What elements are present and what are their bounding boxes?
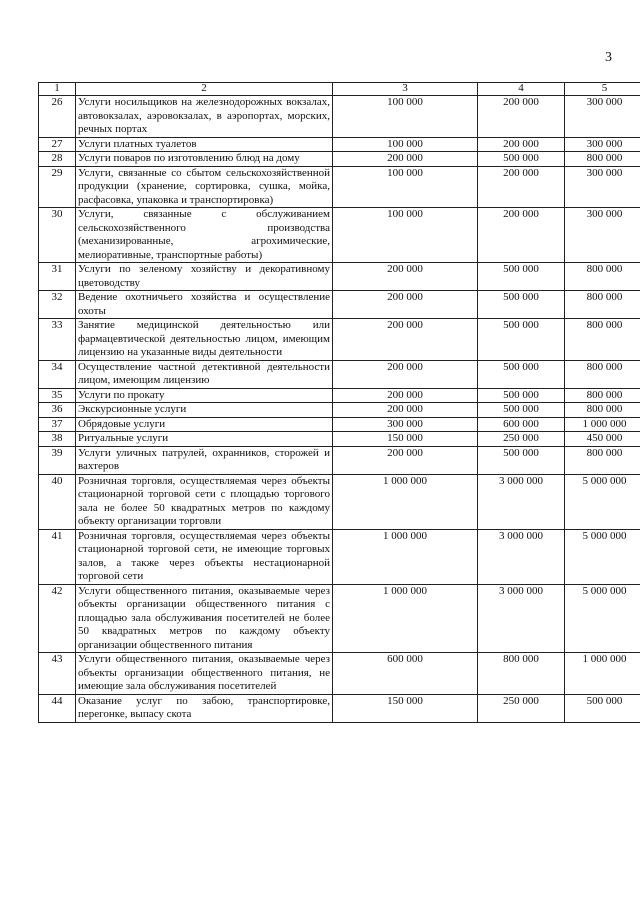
rate-col-4: 250 000 [478, 432, 565, 447]
service-description: Услуги, связанные с обслуживанием сельскохозяйственного производства (механизированные, агрохимические, мелиоративные, транспортные работы) [76, 208, 333, 263]
rate-col-5: 800 000 [565, 319, 640, 361]
rate-col-4: 500 000 [478, 360, 565, 388]
service-description: Экскурсионные услуги [76, 403, 333, 418]
rate-col-3: 200 000 [333, 319, 478, 361]
rate-col-3: 200 000 [333, 388, 478, 403]
table-row [39, 417, 640, 432]
rate-col-5: 300 000 [565, 166, 640, 208]
header-col-1: 1 [39, 83, 76, 96]
rate-col-3: 100 000 [333, 137, 478, 152]
service-description: Услуги поваров по изготовлению блюд на дому [76, 152, 333, 167]
table-row [39, 291, 640, 319]
service-description: Розничная торговля, осуществляемая через объекты стационарной торговой сети с площадью торгового зала не более 50 квадратных метров по каждому объекту организации торговли [76, 474, 333, 529]
table-row [39, 474, 640, 529]
row-number: 32 [39, 291, 76, 319]
table-row [39, 208, 640, 263]
rate-col-3: 1 000 000 [333, 474, 478, 529]
table-row [39, 137, 640, 152]
row-number: 28 [39, 152, 76, 167]
tariff-table [38, 82, 640, 723]
row-number: 30 [39, 208, 76, 263]
table-row [39, 653, 640, 695]
service-description: Услуги общественного питания, оказываемые через объекты организации общественного питания, не имеющие зала обслуживания посетителей [76, 653, 333, 695]
table-row [39, 360, 640, 388]
rate-col-3: 1 000 000 [333, 584, 478, 653]
rate-col-4: 500 000 [478, 152, 565, 167]
row-number: 34 [39, 360, 76, 388]
rate-col-3: 150 000 [333, 432, 478, 447]
rate-col-3: 200 000 [333, 152, 478, 167]
rate-col-3: 300 000 [333, 417, 478, 432]
service-description: Ведение охотничьего хозяйства и осуществление охоты [76, 291, 333, 319]
rate-col-4: 3 000 000 [478, 584, 565, 653]
row-number: 38 [39, 432, 76, 447]
row-number: 43 [39, 653, 76, 695]
service-description: Услуги, связанные со сбытом сельскохозяйственной продукции (хранение, сортировка, сушка, мойка, расфасовка, упаковка и транспортировка) [76, 166, 333, 208]
header-col-5: 5 [565, 83, 640, 96]
table-row [39, 584, 640, 653]
rate-col-4: 500 000 [478, 263, 565, 291]
table-header [39, 83, 640, 96]
rate-col-5: 1 000 000 [565, 653, 640, 695]
table-row [39, 446, 640, 474]
row-number: 27 [39, 137, 76, 152]
rate-col-5: 300 000 [565, 96, 640, 138]
row-number: 31 [39, 263, 76, 291]
rate-col-4: 3 000 000 [478, 529, 565, 584]
table-row [39, 263, 640, 291]
rate-col-5: 800 000 [565, 403, 640, 418]
row-number: 29 [39, 166, 76, 208]
row-number: 37 [39, 417, 76, 432]
rate-col-5: 800 000 [565, 263, 640, 291]
service-description: Занятие медицинской деятельностью или фармацевтической деятельностью лицом, имеющим лицензию на указанные виды деятельности [76, 319, 333, 361]
table-row [39, 529, 640, 584]
service-description: Розничная торговля, осуществляемая через объекты стационарной торговой сети, не имеющие торговых залов, а также через объекты нестационарной торговой сети [76, 529, 333, 584]
service-description: Ритуальные услуги [76, 432, 333, 447]
rate-col-5: 500 000 [565, 694, 640, 722]
rate-col-5: 800 000 [565, 360, 640, 388]
rate-col-5: 800 000 [565, 388, 640, 403]
service-description: Услуги платных туалетов [76, 137, 333, 152]
rate-col-3: 200 000 [333, 291, 478, 319]
rate-col-4: 500 000 [478, 446, 565, 474]
row-number: 39 [39, 446, 76, 474]
rate-col-4: 500 000 [478, 388, 565, 403]
table-row [39, 319, 640, 361]
rate-col-4: 800 000 [478, 653, 565, 695]
rate-col-4: 200 000 [478, 137, 565, 152]
table-row [39, 432, 640, 447]
table-body [39, 96, 640, 723]
rate-col-3: 200 000 [333, 403, 478, 418]
row-number: 33 [39, 319, 76, 361]
rate-col-3: 1 000 000 [333, 529, 478, 584]
row-number: 26 [39, 96, 76, 138]
row-number: 42 [39, 584, 76, 653]
rate-col-5: 5 000 000 [565, 474, 640, 529]
rate-col-3: 100 000 [333, 208, 478, 263]
header-row [39, 83, 640, 96]
rate-col-5: 300 000 [565, 137, 640, 152]
rate-col-5: 5 000 000 [565, 529, 640, 584]
rate-col-4: 500 000 [478, 403, 565, 418]
rate-col-4: 3 000 000 [478, 474, 565, 529]
rate-col-3: 200 000 [333, 263, 478, 291]
rate-col-5: 300 000 [565, 208, 640, 263]
rate-col-5: 800 000 [565, 446, 640, 474]
rate-col-5: 800 000 [565, 291, 640, 319]
row-number: 35 [39, 388, 76, 403]
rate-col-5: 1 000 000 [565, 417, 640, 432]
table-row [39, 152, 640, 167]
rate-col-4: 500 000 [478, 319, 565, 361]
service-description: Услуги общественного питания, оказываемые через объекты организации общественного питания с площадью зала обслуживания посетителей не более 50 квадратных метров по каждому объекту организации общественного питания [76, 584, 333, 653]
rate-col-3: 100 000 [333, 96, 478, 138]
header-col-2: 2 [76, 83, 333, 96]
rate-col-4: 200 000 [478, 208, 565, 263]
rate-col-3: 600 000 [333, 653, 478, 695]
table-row [39, 694, 640, 722]
rate-col-3: 100 000 [333, 166, 478, 208]
rate-col-4: 200 000 [478, 166, 565, 208]
service-description: Услуги по зеленому хозяйству и декоративному цветоводству [76, 263, 333, 291]
service-description: Услуги уличных патрулей, охранников, сторожей и вахтеров [76, 446, 333, 474]
service-description: Осуществление частной детективной деятельности лицом, имеющим лицензию [76, 360, 333, 388]
rate-col-3: 150 000 [333, 694, 478, 722]
rate-col-3: 200 000 [333, 446, 478, 474]
rate-col-4: 500 000 [478, 291, 565, 319]
rate-col-5: 450 000 [565, 432, 640, 447]
row-number: 44 [39, 694, 76, 722]
rate-col-4: 600 000 [478, 417, 565, 432]
rate-col-5: 5 000 000 [565, 584, 640, 653]
service-description: Услуги по прокату [76, 388, 333, 403]
page-number: 3 [605, 50, 612, 65]
rate-col-3: 200 000 [333, 360, 478, 388]
service-description: Оказание услуг по забою, транспортировке, перегонке, выпасу скота [76, 694, 333, 722]
service-description: Услуги носильщиков на железнодорожных вокзалах, автовокзалах, аэровокзалах, в аэропортах, морских, речных портах [76, 96, 333, 138]
header-col-4: 4 [478, 83, 565, 96]
rate-col-4: 250 000 [478, 694, 565, 722]
table-row [39, 403, 640, 418]
row-number: 36 [39, 403, 76, 418]
rate-col-5: 800 000 [565, 152, 640, 167]
table-row [39, 166, 640, 208]
row-number: 40 [39, 474, 76, 529]
service-description: Обрядовые услуги [76, 417, 333, 432]
table-row [39, 96, 640, 138]
rate-col-4: 200 000 [478, 96, 565, 138]
header-col-3: 3 [333, 83, 478, 96]
table-row [39, 388, 640, 403]
row-number: 41 [39, 529, 76, 584]
